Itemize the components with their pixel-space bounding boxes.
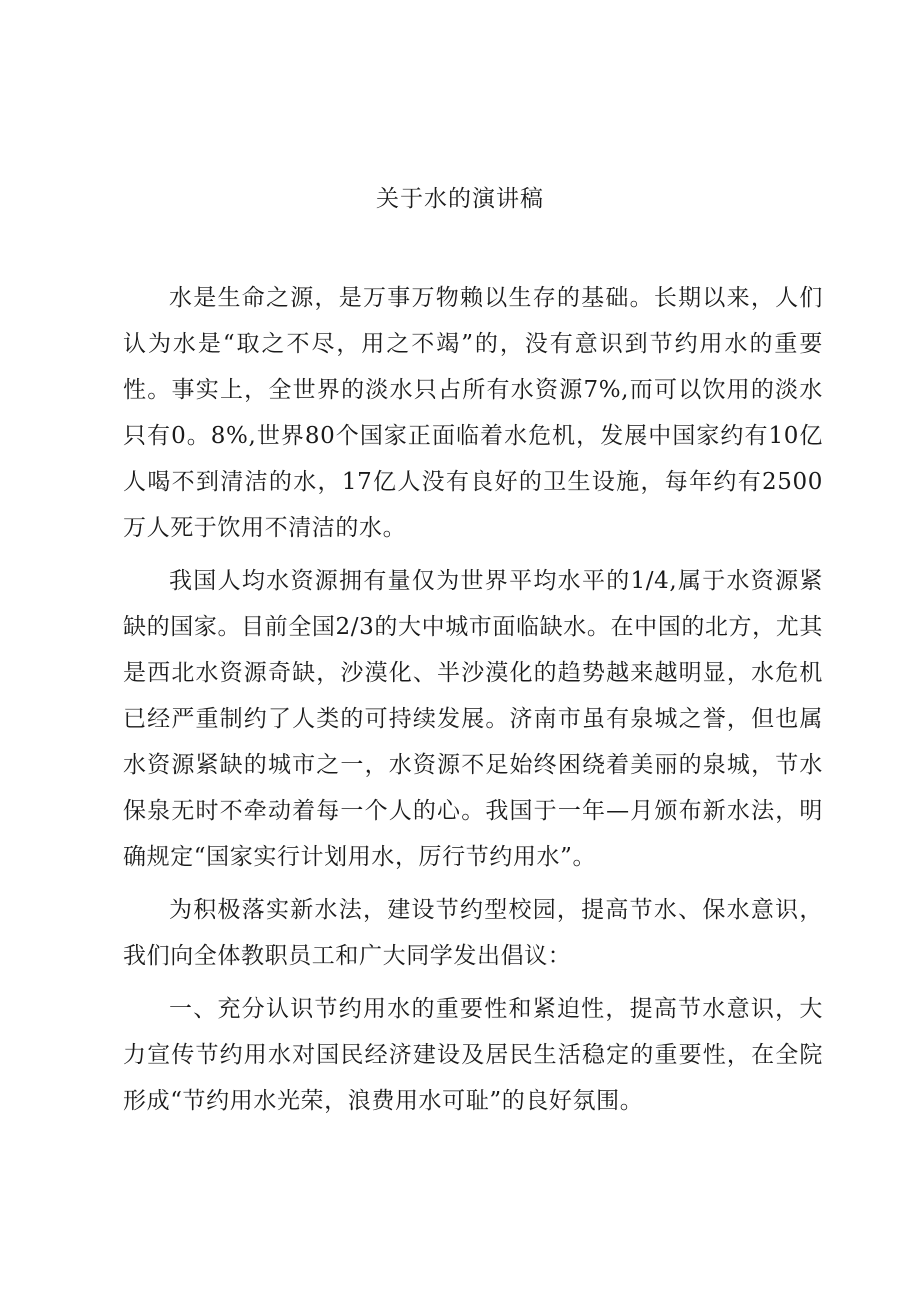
paragraph-proposal: 为积极落实新水法，建设节约型校园，提高节水、保水意识，我们向全体教职员工和广大同学发出倡议： [123, 897, 823, 969]
paragraph-intro: 水是生命之源，是万事万物赖以生存的基础。长期以来，人们认为水是“取之不尽，用之不竭”的，没有意识到节约用水的重要性。事实上，全世界的淡水只占所有水资源7%,而可以饮用的淡水只有0。8%,世界80个国家正面临着水危机，发展中国家约有10亿人喝不到清洁的水，17亿人没有良好的卫生设施，每年约有2500万人死于饮用不清洁的水。 [123, 285, 823, 541]
paragraph-point-one: 一、充分认识节约用水的重要性和紧迫性，提高节水意识，大力宣传节约用水对国民经济建设及居民生活稳定的重要性，在全院形成“节约用水光荣，浪费用水可耻”的良好氛围。 [123, 996, 823, 1114]
page-title: 关于水的演讲稿 [376, 186, 544, 212]
document-body [123, 275, 823, 1131]
paragraph-china-water: 我国人均水资源拥有量仅为世界平均水平的1/4,属于水资源紧缺的国家。目前全国2/3的大中城市面临缺水。在中国的北方，尤其是西北水资源奇缺，沙漠化、半沙漠化的趋势越来越明显，水危机已经严重制约了人类的可持续发展。济南市虽有泉城之誉，但也属水资源紧缺的城市之一，水资源不足始终困绕着美丽的泉城，节水保泉无时不牵动着每一个人的心。我国于一年—月颁布新水法，明确规定“国家实行计划用水，厉行节约用水”。 [123, 568, 823, 870]
